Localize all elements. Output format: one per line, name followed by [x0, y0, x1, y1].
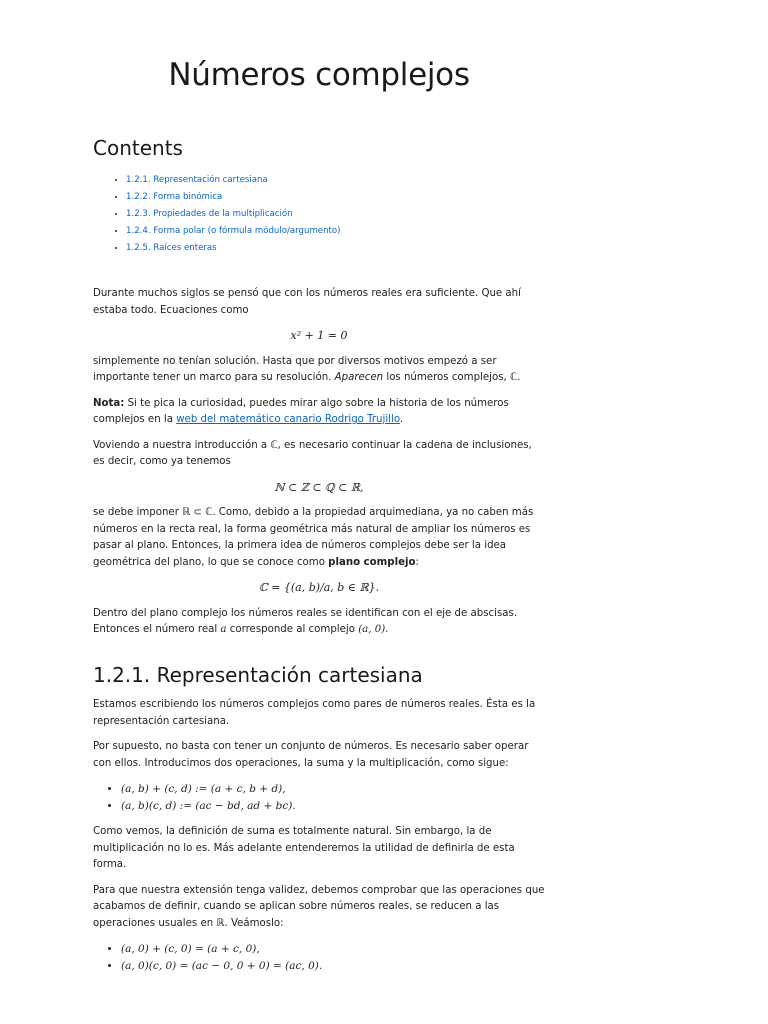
note-paragraph: Nota: Si te pica la curiosidad, puedes mirar algo sobre la historia de los números complejos en la web del matemático canario Rodrigo Trujillo.	[93, 397, 509, 425]
toc-item	[126, 206, 341, 223]
article-body	[93, 286, 545, 984]
section-heading-representacion-cartesiana: 1.2.1. Representación cartesiana	[93, 662, 423, 687]
equation-x-squared: x² + 1 = 0	[290, 329, 348, 342]
contents-heading: Contents	[93, 136, 183, 160]
intro-paragraph-2: simplemente no tenían solución. Hasta que por diversos motivos empezó a ser importante tener un marco para su resolución. Aparecen los números complejos, ℂ.	[93, 355, 521, 383]
inclusions-paragraph: Voviendo a nuestra introducción a ℂ, es necesario continuar la cadena de inclusiones, es decir, como ya tenemos	[93, 439, 532, 467]
check-product: • (a, 0)(c, 0) = (ac − 0, 0 + 0) = (ac, 0).	[121, 958, 545, 975]
equation-complex-set: ℂ = {(a, b)/a, b ∈ ℝ}.	[258, 581, 380, 594]
toc-link-representacion-cartesiana[interactable]: 1.2.1. Representación cartesiana	[126, 175, 268, 185]
toc-item	[126, 172, 341, 189]
operations-list	[93, 781, 545, 815]
intro-paragraph: Durante muchos siglos se pensó que con los números reales era suficiente. Que ahí estaba todo. Ecuaciones como	[93, 288, 521, 316]
toc-item	[126, 189, 341, 206]
equation-inclusions: ℕ ⊂ ℤ ⊂ ℚ ⊂ ℝ,	[274, 480, 364, 494]
cartesian-paragraph-2: Por supuesto, no basta con tener un conjunto de números. Es necesario saber operar con ellos. Introducimos dos operaciones, la suma y la multiplicación, como sigue:	[93, 741, 529, 769]
note-label: Nota:	[93, 397, 125, 409]
term-plano-complejo: plano complejo	[328, 556, 416, 568]
cartesian-paragraph-1: Estamos escribiendo los números complejos como pares de números reales. Ésta es la representación cartesiana.	[93, 699, 536, 727]
cartesian-paragraph-4: Para que nuestra extensión tenga validez, debemos comprobar que las operaciones que acabamos de definir, cuando se aplican sobre números reales, se reducen a las operaciones usuales en ℝ. Veámoslo:	[93, 884, 545, 929]
toc-link-raices-enteras[interactable]: 1.2.5. Raíces enteras	[126, 243, 217, 253]
rodrigo-trujillo-link[interactable]: web del matemático canario Rodrigo Trujillo	[176, 414, 400, 425]
toc-item	[126, 223, 341, 240]
complex-plane-paragraph: se debe imponer ℝ ⊂ ℂ. Como, debido a la propiedad arquimediana, ya no caben más números en la recta real, la forma geométrica más natural de ampliar los números es pasar al plano. Entonces, la primera idea de números complejos debe ser la idea geométrica del plano, lo que se conoce como plano complejo:	[93, 507, 534, 568]
operation-sum: • (a, b) + (c, d) := (a + c, b + d),	[121, 781, 545, 798]
emphasis-aparecen: Aparecen	[334, 372, 384, 383]
checks-list	[93, 941, 545, 975]
toc-link-forma-polar[interactable]: 1.2.4. Forma polar (o fórmula módulo/argumento)	[126, 226, 341, 236]
page-title: Números complejos	[168, 57, 470, 93]
real-axis-paragraph: Dentro del plano complejo los números reales se identifican con el eje de abscisas. Entonces el número real a corresponde al complejo (a, 0).	[93, 607, 518, 635]
table-of-contents	[93, 172, 341, 257]
toc-link-forma-binomica[interactable]: 1.2.2. Forma binómica	[126, 192, 223, 202]
check-sum: • (a, 0) + (c, 0) = (a + c, 0),	[121, 941, 545, 958]
cartesian-paragraph-3: Como vemos, la definición de suma es totalmente natural. Sin embargo, la de multiplicación no lo es. Más adelante entenderemos la utilidad de definirla de esta forma.	[93, 826, 515, 870]
toc-item	[126, 240, 341, 257]
toc-link-propiedades-multiplicacion[interactable]: 1.2.3. Propiedades de la multiplicación	[126, 209, 293, 219]
operation-product: • (a, b)(c, d) := (ac − bd, ad + bc).	[121, 798, 545, 815]
